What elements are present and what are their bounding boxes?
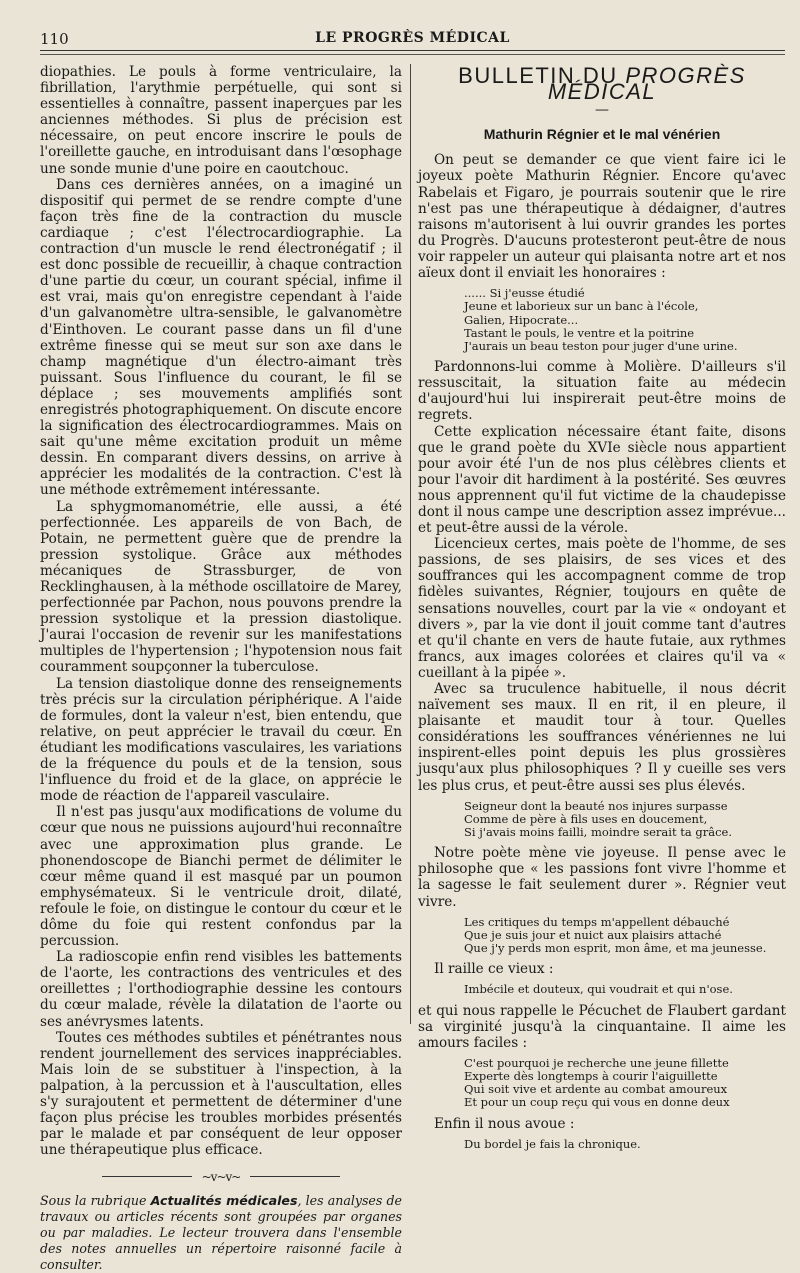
page-number: 110 (40, 30, 69, 48)
verse-line: Et pour un coup reçu qui vous en donne deux (464, 1095, 730, 1110)
paragraph: Avec sa truculence habituelle, il nous décrit naïvement ses maux. Il en rit, il en pleure, il plaisante et maudit tour à tour. Quelles considérations les souffrances vénériennes ne lui inspirent-elles point depuis les plus grossières jusqu'aux plus philosophiques ? Il y cueille ses vers les plus crus, et peut-être aussi ses plus élevés. (418, 681, 786, 794)
article-title: Mathurin Régnier et le mal vénérien (483, 126, 721, 143)
paragraph: Il raille ce vieux : (434, 961, 554, 978)
verse-quote (464, 800, 786, 840)
verse-quote (464, 1057, 786, 1110)
verse-quote (464, 1138, 786, 1151)
verse-quote (464, 916, 786, 956)
paragraph: On peut se demander ce que vient faire ici le joyeux poète Mathurin Régnier. Encore qu'avec Rabelais et Figaro, je pourrais soutenir que le rire n'est pas une thérapeutique à dédaigner, d'autres raisons m'autorisent à lui ouvrir grandes les portes du Progrès. D'aucuns protesteront peut-être de nous voir rappeler un auteur qui plaisanta notre art et nos aïeux dont il enviait les honoraires : (418, 152, 786, 282)
right-column (418, 64, 786, 1157)
heading-dash: — (595, 102, 609, 119)
verse-line: ...... Si j'eusse étudié (464, 286, 585, 301)
verse-line: Tastant le pouls, le ventre et la poitrine (464, 325, 695, 340)
page-header (40, 30, 785, 51)
left-column (40, 64, 402, 1273)
column-rule (410, 64, 411, 1024)
paragraph: et qui nous rappelle le Pécuchet de Flaubert gardant sa virginité jusqu'à la cinquantaine. Il aime les amours faciles : (418, 1002, 786, 1051)
header-rule (40, 54, 785, 55)
divider-line (250, 1176, 340, 1177)
paragraph: diopathies. Le pouls à forme ventriculaire, la fibrillation, l'arythmie perpétuelle, qui sont si essentielles à connaître, passent inaperçues par les anciennes méthodes. Si plus de précision est nécessaire, on peut encore inscrire le pouls de l'oreillette gauche, en introduisant dans l'œsophage une sonde munie d'une poire en caoutchouc. (40, 64, 402, 177)
verse-line: C'est pourquoi je recherche une jeune fillette (464, 1055, 729, 1070)
paragraph: La tension diastolique donne des renseignements très précis sur la circulation périphérique. A l'aide de formules, dont la valeur n'est, bien entendu, que relative, on peut apprécier le travail du cœur. En étudiant les modifications vasculaires, les variations de la fréquence du pouls et de la tension, sous l'influence du froid et de la glace, on apprécie le mode de réaction de l'appareil vasculaire. (40, 675, 402, 805)
verse-line: Si j'avais moins failli, moindre serait ta grâce. (464, 825, 732, 840)
verse-line: Que j'y perds mon esprit, mon âme, et ma jeunesse. (464, 941, 767, 956)
verse-line: J'aurais un beau teston pour juger d'une urine. (464, 338, 738, 353)
verse-line: Jeune et laborieux sur un banc à l'école, (464, 299, 699, 314)
verse-line: Du bordel je fais la chronique. (464, 1136, 641, 1151)
verse-line: Imbécile et douteux, qui voudrait et qui n'ose. (464, 982, 733, 997)
verse-line: Seigneur dont la beauté nos injures surpasse (464, 798, 728, 813)
verse-line: Experte dès longtemps à courir l'aiguillette (464, 1069, 718, 1084)
verse-quote (464, 287, 786, 353)
paragraph: Enfin il nous avoue : (434, 1115, 575, 1132)
verse-line: Que je suis jour et nuict aux plaisirs attaché (464, 927, 722, 942)
paragraph: Licencieux certes, mais poète de l'homme, de ses passions, de ses plaisirs, de ses vices et des souffrances qui les accompagnent comme de trop fidèles suivantes, Régnier, toujours en quête de sensations nouvelles, court par la vie « ondoyant et divers », par la vie dont il jouit comme tant d'autres et qu'il chante en vers de haute futaie, aux rythmes francs, aux images colorées et claires qu'il va « cueillant à la pipée ». (418, 536, 786, 681)
bulletin-heading (418, 63, 786, 105)
section-divider (40, 1168, 402, 1185)
paragraph: Pardonnons-lui comme à Molière. D'ailleurs s'il ressuscitait, la situation faite au médecin d'aujourd'hui lui inspirerait peut-être moins de regrets. (418, 359, 786, 424)
verse-line: Qui soit vive et ardente au combat amoureux (464, 1082, 728, 1097)
verse-quote (464, 983, 786, 996)
paragraph: Notre poète mène vie joyeuse. Il pense avec le philosophe que « les passions font vivre l'homme et la sagesse le fait seulement durer ». Régnier veut vivre. (418, 845, 786, 910)
note-text: , les analyses de travaux ou articles récents sont groupées par organes ou par maladies. Le lecteur trouvera dans l'ensemble des notes annuelles un répertoire raisonné facile à consulter. (40, 1192, 403, 1272)
bulletin-journal: PROGRÈS MÉDICAL (547, 63, 746, 105)
verse-line: Les critiques du temps m'appellent débauché (464, 914, 730, 929)
divider-ornament: ~v~v~ (201, 1169, 241, 1184)
journal-title: LE PROGRÈS MÉDICAL (315, 30, 510, 46)
editorial-note (40, 1193, 402, 1273)
paragraph: La radioscopie enfin rend visibles les battements de l'aorte, les contractions des ventricules et des oreillettes ; l'orthodiographie dessine les contours du cœur malade, révèle la dilatation de l'aorte ou ses anévrysmes latents. (40, 949, 402, 1030)
paragraph: Cette explication nécessaire étant faite, disons que le grand poète du XVIe siècle nous appartient pour avoir été l'un de nos plus célèbres clients et pour l'avoir dit hardiment à la postérité. Ses œuvres nous apprennent qu'il fut victime de la chaudepisse dont il nous campe une description assez imprévue... et peut-être aussi de la vérole. (418, 423, 786, 537)
note-prefix: Sous la rubrique (40, 1192, 151, 1208)
paragraph: La sphygmomanométrie, elle aussi, a été perfectionnée. Les appareils de von Bach, de Potain, ne permettent guère que de prendre la pression systolique. Grâce aux méthodes mécaniques de Strassburger, de von Recklinghausen, à la méthode oscillatoire de Marey, perfectionnée par Pachon, nous pouvons prendre la pression systolique et la pression diastolique. J'aurai l'occasion de revenir sur les manifestations multiples de l'hypertension ; l'hypotension nous fait couramment soupçonner la tuberculose. (40, 498, 402, 676)
paragraph: Il n'est pas jusqu'aux modifications de volume du cœur que nous ne puissions aujourd'hui reconnaître avec une approximation plus grande. Le phonendoscope de Bianchi permet de délimiter le cœur même quand il est masqué par un poumon emphysémateux. Si le ventricule droit, dilaté, refoule le foie, on distingue le contour du cœur et le dôme du foie qui restent confondus par la percussion. (40, 804, 402, 950)
bulletin-prefix: BULLETIN DU (458, 63, 626, 88)
paragraph: Toutes ces méthodes subtiles et pénétrantes nous rendent journellement des services inappréciables. Mais loin de se substituer à l'inspection, à la palpation, à la percussion et à l'auscultation, elles s'y surajoutent et permettent de déterminer d'une façon plus précise les troubles morbides présentés par le malade et par conséquent de leur opposer une thérapeutique plus efficace. (40, 1029, 402, 1159)
paragraph: Dans ces dernières années, on a imaginé un dispositif qui permet de se rendre compte d'une façon très fine de la contraction du muscle cardiaque ; c'est l'électrocardiographie. La contraction d'un muscle le rend électronégatif ; il est donc possible de recueillir, à chaque contraction d'une partie du cœur, un courant spécial, infime il est vrai, mais qu'on enregistre cependant à l'aide d'un galvanomètre ultra-sensible, le galvanomètre d'Einthoven. Le courant passe dans un fil d'une extrême finesse qui se meut sur son axe dans le champ magnétique d'un électro-aimant très puissant. Sous l'influence du courant, le fil se déplace ; ses mouvements amplifiés sont enregistrés photographiquement. On discute encore la signification des électrocardiogrammes. Mais on sait qu'une même excitation produit un même dessin. En comparant divers dessins, on arrive à apprécier les modalités de la contraction. C'est là une méthode extrêmement intéressante. (40, 176, 402, 499)
verse-line: Comme de père à fils uses en doucement, (464, 811, 708, 826)
divider-line (102, 1176, 192, 1177)
verse-line: Galien, Hipocrate... (464, 312, 579, 327)
note-rubric: Actualités médicales (150, 1192, 298, 1208)
